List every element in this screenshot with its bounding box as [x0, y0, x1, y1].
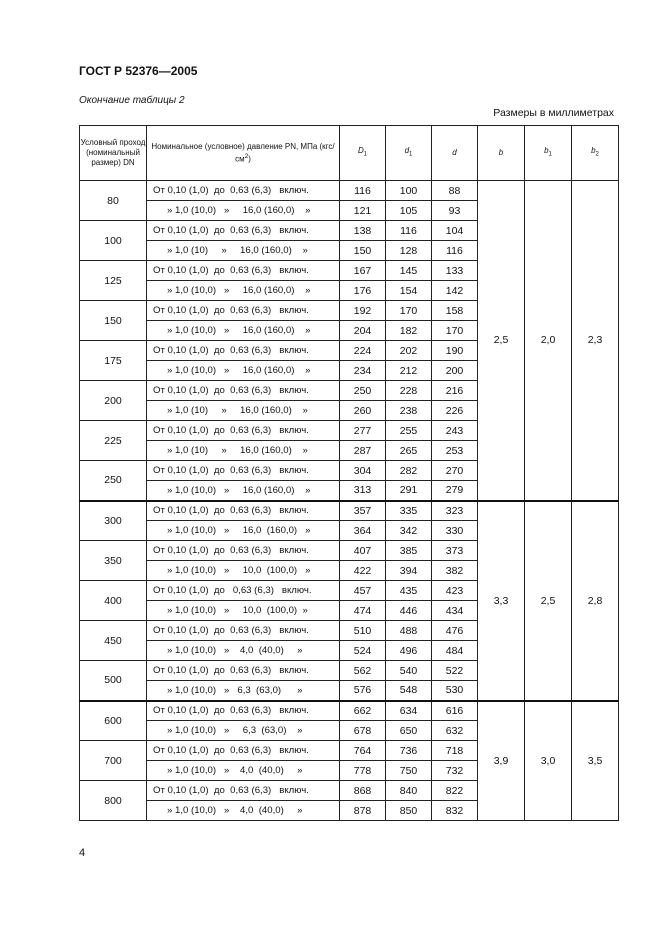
- dn-cell: 80: [80, 181, 147, 221]
- d1-cell: 238: [386, 401, 432, 421]
- pressure-range-cell: От 0,10 (1,0) до 0,63 (6,3) включ.: [147, 261, 340, 281]
- D1-cell: 260: [340, 401, 386, 421]
- pressure-range-cell: » 1,0 (10,0) » 4,0 (40,0) »: [147, 641, 340, 661]
- document-title: ГОСТ Р 52376—2005: [79, 64, 198, 78]
- d1-cell: 100: [386, 181, 432, 201]
- d1-cell: 850: [386, 801, 432, 821]
- header-d1: $d_1$: [386, 126, 432, 181]
- pressure-range-cell: » 1,0 (10,0) » 6,3 (63,0) »: [147, 681, 340, 701]
- d1-cell: 394: [386, 561, 432, 581]
- pressure-range-cell: От 0,10 (1,0) до 0,63 (6,3) включ.: [147, 181, 340, 201]
- d1-cell: 650: [386, 721, 432, 741]
- D1-cell: 250: [340, 381, 386, 401]
- d-cell: 243: [432, 421, 478, 441]
- pressure-range-cell: » 1,0 (10,0) » 4,0 (40,0) »: [147, 801, 340, 821]
- D1-cell: 778: [340, 761, 386, 781]
- pressure-range-cell: » 1,0 (10,0) » 6,3 (63,0) »: [147, 721, 340, 741]
- D1-cell: 176: [340, 281, 386, 301]
- d1-cell: 335: [386, 501, 432, 521]
- d1-cell: 105: [386, 201, 432, 221]
- pressure-range-cell: » 1,0 (10) » 16,0 (160,0) »: [147, 441, 340, 461]
- d-cell: 190: [432, 341, 478, 361]
- d-cell: 822: [432, 781, 478, 801]
- d1-cell: 736: [386, 741, 432, 761]
- d-cell: 484: [432, 641, 478, 661]
- d1-cell: 145: [386, 261, 432, 281]
- d1-cell: 228: [386, 381, 432, 401]
- pressure-range-cell: От 0,10 (1,0) до 0,63 (6,3) включ.: [147, 221, 340, 241]
- D1-cell: 121: [340, 201, 386, 221]
- d-cell: 279: [432, 481, 478, 501]
- D1-cell: 524: [340, 641, 386, 661]
- table-row: [80, 181, 619, 201]
- dn-cell: 500: [80, 661, 147, 701]
- D1-cell: 562: [340, 661, 386, 681]
- pressure-range-cell: От 0,10 (1,0) до 0,63 (6,3) включ.: [147, 501, 340, 521]
- d1-cell: 548: [386, 681, 432, 701]
- header-pressure: Номинальное (условное) давление PN, МПа $(кгс/см^2)$: [147, 126, 340, 181]
- d-cell: 88: [432, 181, 478, 201]
- d1-cell: 255: [386, 421, 432, 441]
- d1-cell: 840: [386, 781, 432, 801]
- b2-cell: 2,8: [572, 501, 619, 701]
- d-cell: 170: [432, 321, 478, 341]
- header-b2: $b_2$: [572, 126, 619, 181]
- b-cell: 2,5: [478, 181, 525, 501]
- d-cell: 133: [432, 261, 478, 281]
- dn-cell: 300: [80, 501, 147, 541]
- dn-cell: 175: [80, 341, 147, 381]
- d1-cell: 265: [386, 441, 432, 461]
- dn-cell: 100: [80, 221, 147, 261]
- dn-cell: 200: [80, 381, 147, 421]
- D1-cell: 277: [340, 421, 386, 441]
- pressure-range-cell: От 0,10 (1,0) до 0,63 (6,3) включ.: [147, 341, 340, 361]
- d1-cell: 435: [386, 581, 432, 601]
- pressure-range-cell: » 1,0 (10) » 16,0 (160,0) »: [147, 401, 340, 421]
- pressure-range-cell: От 0,10 (1,0) до 0,63 (6,3) включ.: [147, 661, 340, 681]
- D1-cell: 150: [340, 241, 386, 261]
- D1-cell: 357: [340, 501, 386, 521]
- d-cell: 116: [432, 241, 478, 261]
- D1-cell: 234: [340, 361, 386, 381]
- d-cell: 632: [432, 721, 478, 741]
- pressure-range-cell: » 1,0 (10,0) » 16,0 (160,0) »: [147, 201, 340, 221]
- pressure-range-cell: От 0,10 (1,0) до 0,63 (6,3) включ.: [147, 581, 340, 601]
- pressure-range-cell: От 0,10 (1,0) до 0,63 (6,3) включ.: [147, 421, 340, 441]
- d1-cell: 154: [386, 281, 432, 301]
- dn-cell: 450: [80, 621, 147, 661]
- d1-cell: 385: [386, 541, 432, 561]
- d-cell: 373: [432, 541, 478, 561]
- D1-cell: 422: [340, 561, 386, 581]
- D1-cell: 474: [340, 601, 386, 621]
- page-number: 4: [79, 847, 86, 859]
- d1-cell: 750: [386, 761, 432, 781]
- d1-cell: 488: [386, 621, 432, 641]
- D1-cell: 224: [340, 341, 386, 361]
- pressure-range-cell: От 0,10 (1,0) до 0,63 (6,3) включ.: [147, 301, 340, 321]
- D1-cell: 407: [340, 541, 386, 561]
- d1-cell: 496: [386, 641, 432, 661]
- header-b1: $b_1$: [525, 126, 572, 181]
- pressure-range-cell: » 1,0 (10,0) » 16,0 (160,0) »: [147, 361, 340, 381]
- d-cell: 522: [432, 661, 478, 681]
- b-cell: 3,9: [478, 701, 525, 821]
- D1-cell: 510: [340, 621, 386, 641]
- header-dn: Условный проход (номинальный размер) DN: [80, 126, 147, 181]
- d1-cell: 291: [386, 481, 432, 501]
- d1-cell: 182: [386, 321, 432, 341]
- d-cell: 200: [432, 361, 478, 381]
- d-cell: 434: [432, 601, 478, 621]
- pressure-range-cell: От 0,10 (1,0) до 0,63 (6,3) включ.: [147, 781, 340, 801]
- dn-cell: 800: [80, 781, 147, 821]
- pressure-range-cell: От 0,10 (1,0) до 0,63 (6,3) включ.: [147, 701, 340, 721]
- d-cell: 832: [432, 801, 478, 821]
- units-note: Размеры в миллиметрах: [493, 107, 614, 119]
- d-cell: 423: [432, 581, 478, 601]
- d-cell: 270: [432, 461, 478, 481]
- d-cell: 93: [432, 201, 478, 221]
- d-cell: 216: [432, 381, 478, 401]
- header-b: b: [478, 126, 525, 181]
- d-cell: 158: [432, 301, 478, 321]
- d1-cell: 212: [386, 361, 432, 381]
- d-cell: 616: [432, 701, 478, 721]
- D1-cell: 678: [340, 721, 386, 741]
- dn-cell: 600: [80, 701, 147, 741]
- b2-cell: 2,3: [572, 181, 619, 501]
- d1-cell: 282: [386, 461, 432, 481]
- dn-cell: 225: [80, 421, 147, 461]
- table-row: [80, 701, 619, 721]
- d-cell: 253: [432, 441, 478, 461]
- pressure-range-cell: » 1,0 (10,0) » 16,0 (160,0) »: [147, 281, 340, 301]
- b1-cell: 2,0: [525, 181, 572, 501]
- dn-cell: 150: [80, 301, 147, 341]
- d-cell: 530: [432, 681, 478, 701]
- b-cell: 3,3: [478, 501, 525, 701]
- pressure-range-cell: » 1,0 (10,0) » 16,0 (160,0) »: [147, 481, 340, 501]
- table-caption: Окончание таблицы 2: [79, 95, 185, 106]
- dimensions-table: [79, 125, 619, 821]
- pressure-range-cell: » 1,0 (10) » 16,0 (160,0) »: [147, 241, 340, 261]
- D1-cell: 204: [340, 321, 386, 341]
- pressure-range-cell: » 1,0 (10,0) » 10,0 (100,0) »: [147, 601, 340, 621]
- pressure-range-cell: От 0,10 (1,0) до 0,63 (6,3) включ.: [147, 541, 340, 561]
- d-cell: 323: [432, 501, 478, 521]
- D1-cell: 167: [340, 261, 386, 281]
- d1-cell: 128: [386, 241, 432, 261]
- b2-cell: 3,5: [572, 701, 619, 821]
- D1-cell: 457: [340, 581, 386, 601]
- dn-cell: 400: [80, 581, 147, 621]
- D1-cell: 313: [340, 481, 386, 501]
- table-header-row: [80, 126, 619, 181]
- d1-cell: 540: [386, 661, 432, 681]
- pressure-range-cell: От 0,10 (1,0) до 0,63 (6,3) включ.: [147, 741, 340, 761]
- pressure-range-cell: » 1,0 (10,0) » 16,0 (160,0) »: [147, 521, 340, 541]
- d-cell: 382: [432, 561, 478, 581]
- header-d: d: [432, 126, 478, 181]
- b1-cell: 3,0: [525, 701, 572, 821]
- pressure-range-cell: » 1,0 (10,0) » 4,0 (40,0) »: [147, 761, 340, 781]
- D1-cell: 662: [340, 701, 386, 721]
- D1-cell: 576: [340, 681, 386, 701]
- pressure-range-cell: » 1,0 (10,0) » 16,0 (160,0) »: [147, 321, 340, 341]
- d-cell: 226: [432, 401, 478, 421]
- d-cell: 718: [432, 741, 478, 761]
- pressure-range-cell: От 0,10 (1,0) до 0,63 (6,3) включ.: [147, 621, 340, 641]
- pressure-range-cell: От 0,10 (1,0) до 0,63 (6,3) включ.: [147, 461, 340, 481]
- d1-cell: 202: [386, 341, 432, 361]
- d-cell: 142: [432, 281, 478, 301]
- d1-cell: 446: [386, 601, 432, 621]
- d1-cell: 170: [386, 301, 432, 321]
- d-cell: 476: [432, 621, 478, 641]
- D1-cell: 116: [340, 181, 386, 201]
- dn-cell: 250: [80, 461, 147, 501]
- table-row: [80, 501, 619, 521]
- D1-cell: 192: [340, 301, 386, 321]
- D1-cell: 287: [340, 441, 386, 461]
- pressure-range-cell: От 0,10 (1,0) до 0,63 (6,3) включ.: [147, 381, 340, 401]
- pressure-range-cell: » 1,0 (10,0) » 10,0 (100,0) »: [147, 561, 340, 581]
- d-cell: 330: [432, 521, 478, 541]
- D1-cell: 364: [340, 521, 386, 541]
- D1-cell: 764: [340, 741, 386, 761]
- d1-cell: 634: [386, 701, 432, 721]
- header-D1: $D_1$: [340, 126, 386, 181]
- d-cell: 104: [432, 221, 478, 241]
- D1-cell: 304: [340, 461, 386, 481]
- D1-cell: 878: [340, 801, 386, 821]
- d-cell: 732: [432, 761, 478, 781]
- d1-cell: 342: [386, 521, 432, 541]
- dn-cell: 350: [80, 541, 147, 581]
- b1-cell: 2,5: [525, 501, 572, 701]
- dn-cell: 125: [80, 261, 147, 301]
- D1-cell: 868: [340, 781, 386, 801]
- d1-cell: 116: [386, 221, 432, 241]
- D1-cell: 138: [340, 221, 386, 241]
- dn-cell: 700: [80, 741, 147, 781]
